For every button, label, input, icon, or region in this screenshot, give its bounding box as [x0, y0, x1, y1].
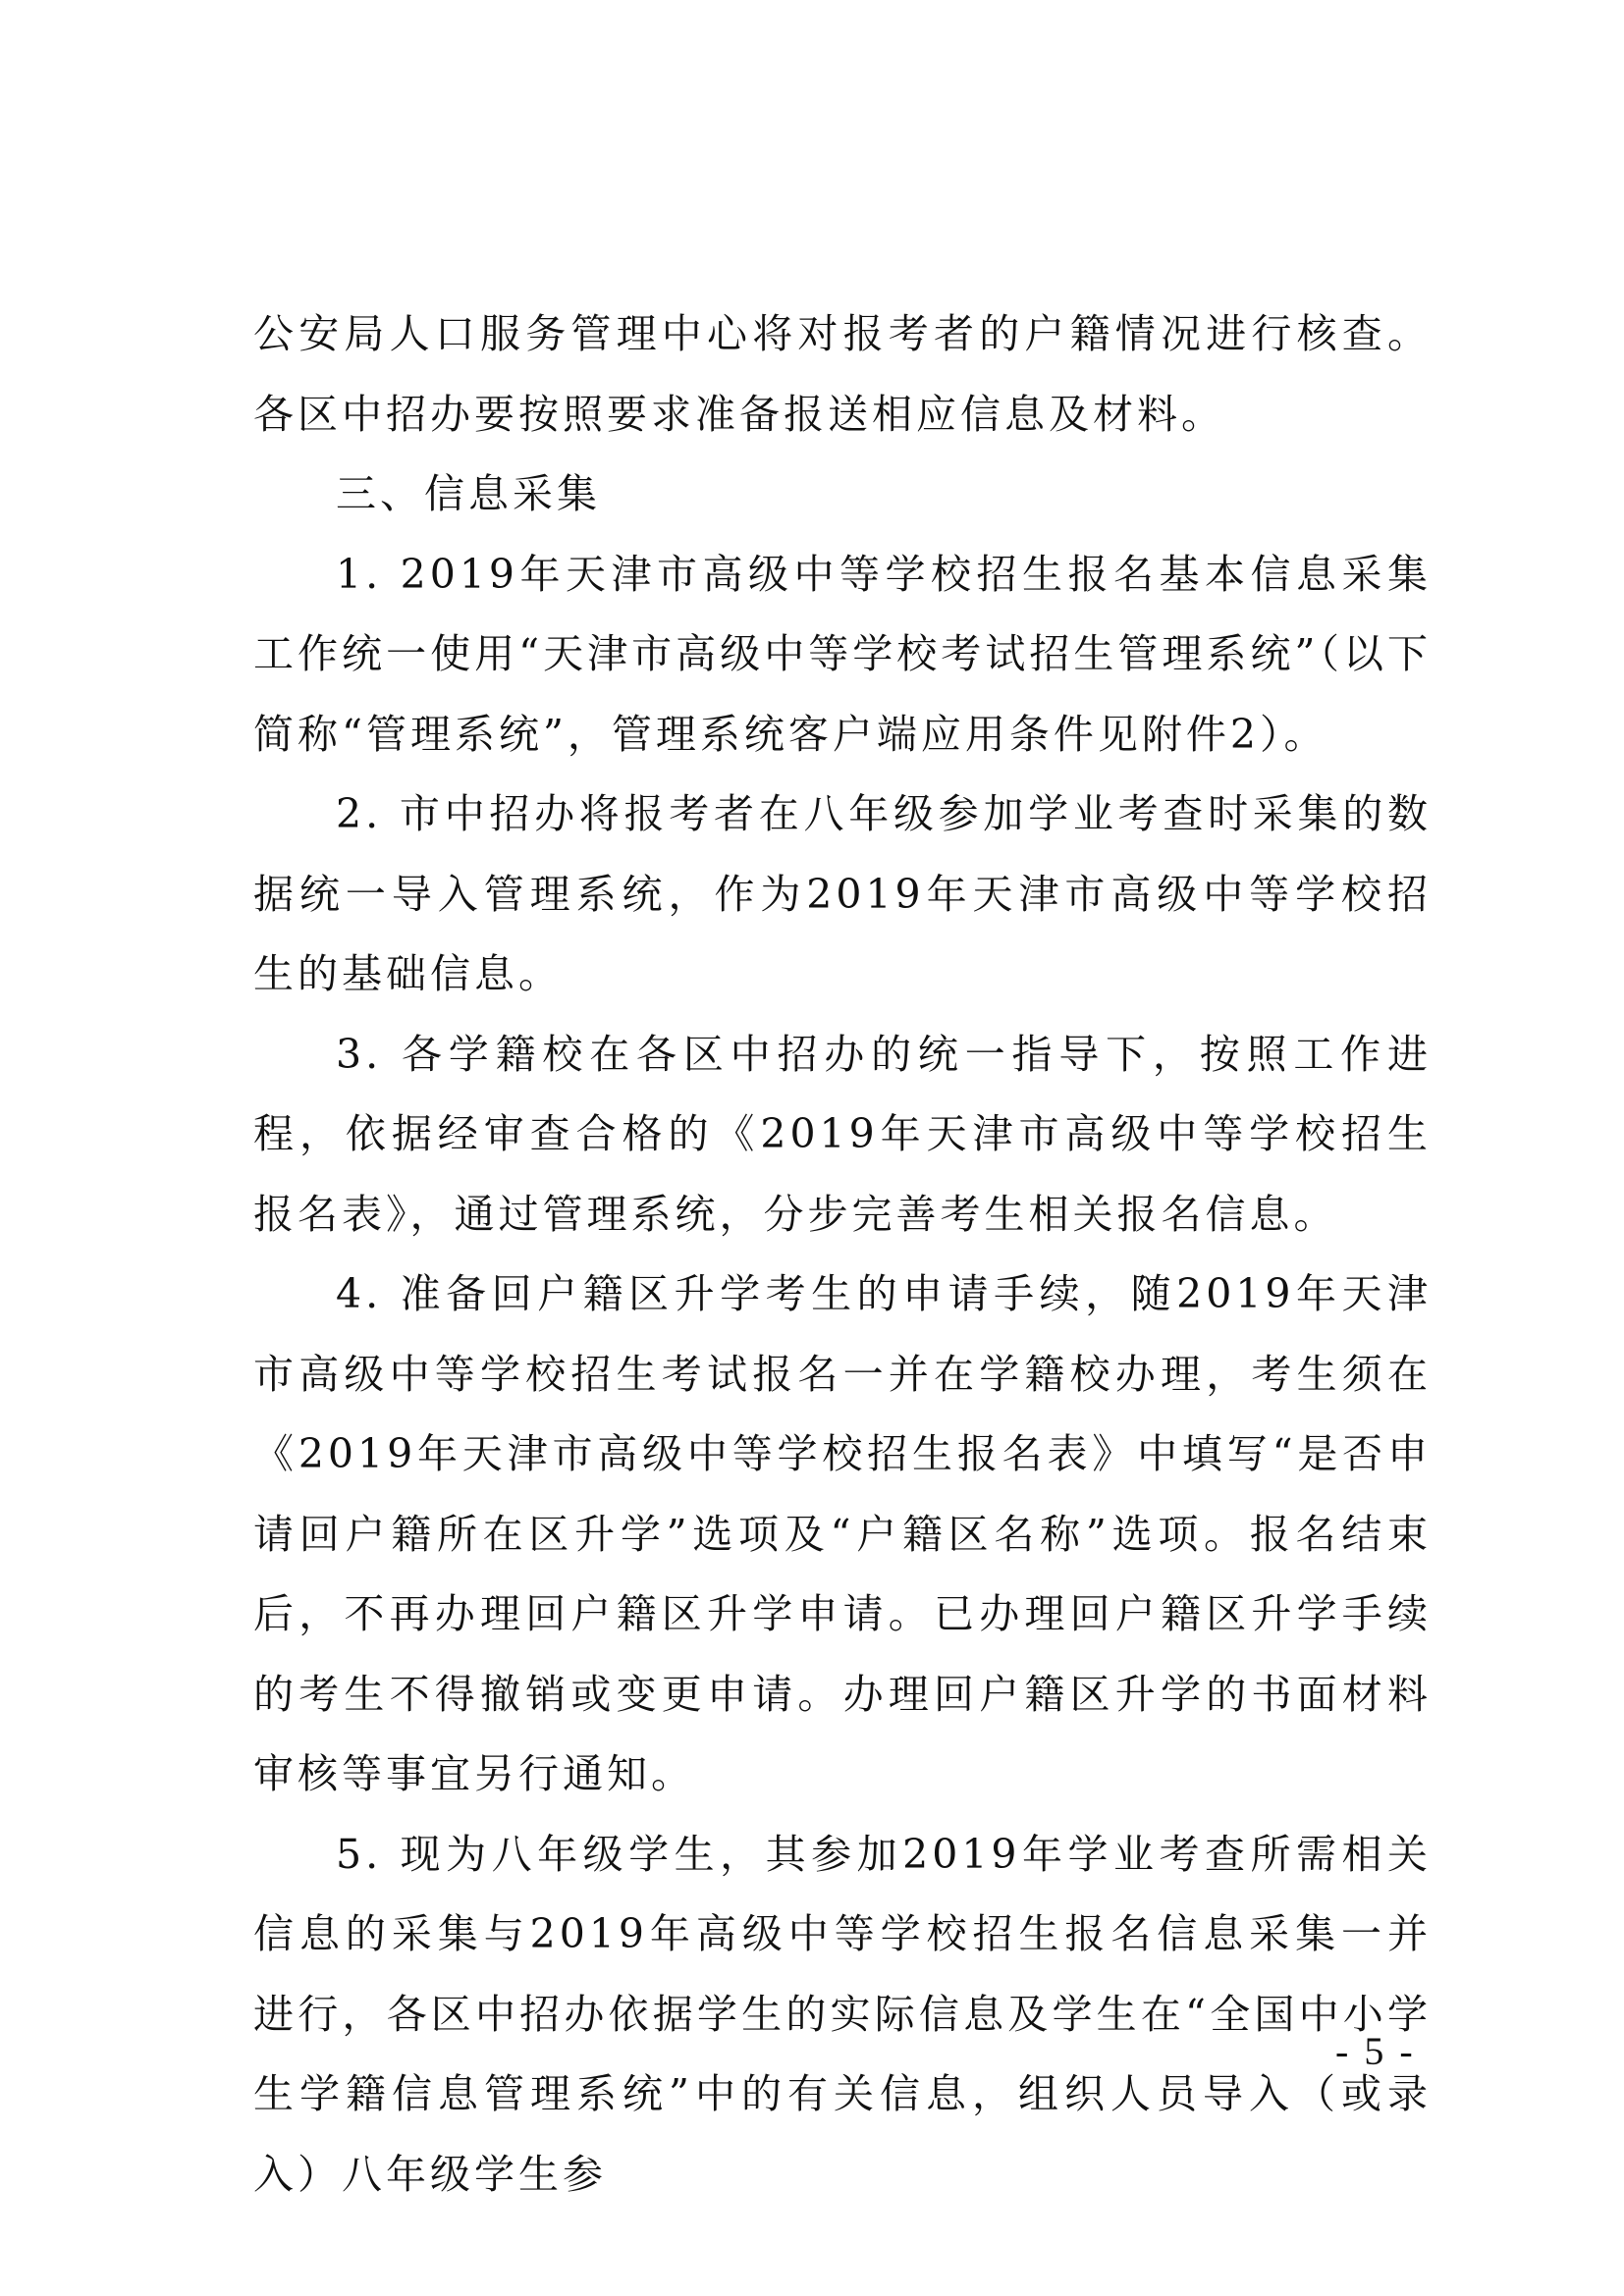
paragraph-item-5: 5. 现为八年级学生，其参加2019年学业考查所需相关信息的采集与2019年高级中等学校招生报名信息采集一并进行，各区中招办依据学生的实际信息及学生在“全国中小学生学籍信息管理系统”中的有关信息，组织人员导入（或录入）八年级学生参 [253, 1830, 1432, 2198]
paragraph-item-2: 2. 市中招办将报考者在八年级参加学业考查时采集的数据统一导入管理系统，作为2019年天津市高级中等学校招生的基础信息。 [253, 790, 1432, 997]
paragraph-item-3: 3. 各学籍校在各区中招办的统一指导下，按照工作进程，依据经审查合格的《2019年天津市高级中等学校招生报名表》，通过管理系统，分步完善考生相关报名信息。 [253, 1030, 1432, 1238]
paragraph-item-4: 4. 准备回户籍区升学考生的申请手续，随2019年天津市高级中等学校招生考试报名一并在学籍校办理，考生须在《2019年天津市高级中等学校招生报名表》中填写“是否申请回户籍所在区升学”选项及“户籍区名称”选项。报名结束后，不再办理回户籍区升学申请。已办理回户籍区升学手续的考生不得撤销或变更申请。办理回户籍区升学的书面材料审核等事宜另行通知。 [253, 1270, 1432, 1797]
paragraph-continuation: 公安局人口服务管理中心将对报考者的户籍情况进行核查。各区中招办要按照要求准备报送相应信息及材料。 [253, 310, 1432, 438]
section-heading: 三、信息采集 [336, 470, 601, 517]
document-body [253, 294, 1432, 2215]
paragraph-item-1: 1. 2019年天津市高级中等学校招生报名基本信息采集工作统一使用“天津市高级中等学校考试招生管理系统”（以下简称“管理系统”，管理系统客户端应用条件见附件2）。 [253, 550, 1432, 758]
page-number: - 5 - [1335, 2029, 1416, 2073]
